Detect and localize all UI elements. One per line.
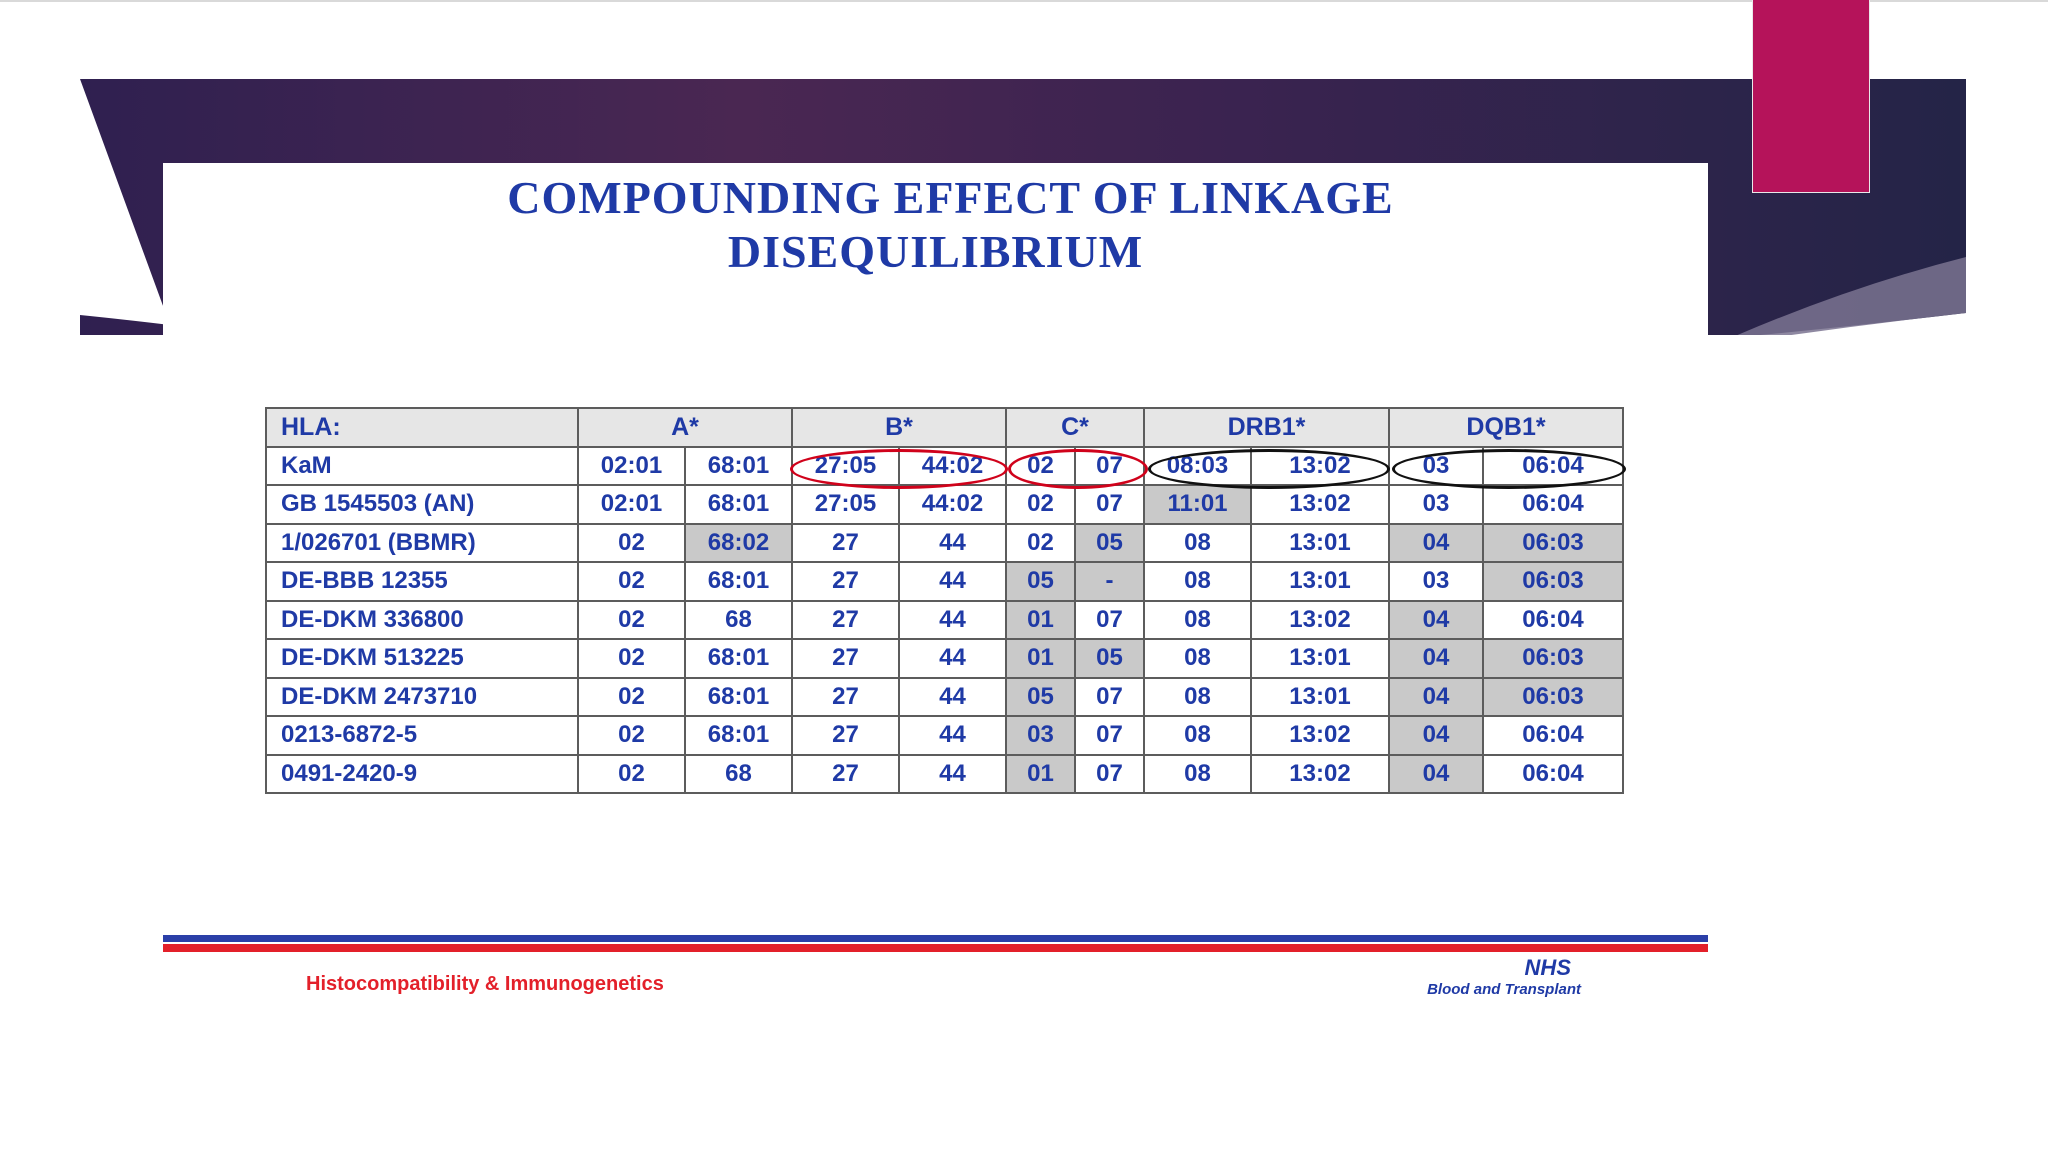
allele-cell: 08 <box>1144 639 1251 678</box>
allele-cell: 13:02 <box>1251 716 1389 755</box>
allele-cell: 68:02 <box>685 524 792 563</box>
allele-cell: 02:01 <box>578 447 685 486</box>
allele-cell: 06:04 <box>1483 755 1623 794</box>
allele-cell: 44 <box>899 601 1006 640</box>
allele-cell: 06:03 <box>1483 639 1623 678</box>
header-c: C* <box>1006 408 1144 447</box>
donor-id: 0491-2420-9 <box>266 755 578 794</box>
allele-cell: 03 <box>1389 447 1483 486</box>
allele-cell: 13:01 <box>1251 678 1389 717</box>
title-line-1: COMPOUNDING EFFECT OF LINKAGE <box>507 172 1394 223</box>
allele-cell: 44 <box>899 524 1006 563</box>
allele-cell: 44 <box>899 678 1006 717</box>
allele-cell: 08 <box>1144 524 1251 563</box>
header-b: B* <box>792 408 1006 447</box>
allele-cell: 13:02 <box>1251 755 1389 794</box>
allele-cell: 27:05 <box>792 485 899 524</box>
table-row <box>266 639 1623 678</box>
top-divider <box>0 0 2048 2</box>
table-row <box>266 447 1623 486</box>
allele-cell: 02 <box>578 601 685 640</box>
allele-cell: 68:01 <box>685 562 792 601</box>
donor-id: 1/026701 (BBMR) <box>266 524 578 563</box>
allele-cell: 44 <box>899 755 1006 794</box>
allele-cell: 04 <box>1389 639 1483 678</box>
allele-cell: 01 <box>1006 755 1075 794</box>
allele-cell: 06:04 <box>1483 485 1623 524</box>
allele-cell: 27 <box>792 755 899 794</box>
table-row <box>266 524 1623 563</box>
allele-cell: 08 <box>1144 678 1251 717</box>
allele-cell: 06:03 <box>1483 524 1623 563</box>
allele-cell: 02 <box>578 562 685 601</box>
allele-cell: 05 <box>1006 678 1075 717</box>
footer-blue-stripe <box>163 935 1708 942</box>
table-row <box>266 485 1623 524</box>
table-row <box>266 716 1623 755</box>
nhs-wordmark: NHS <box>1524 955 1571 980</box>
allele-cell: 04 <box>1389 716 1483 755</box>
donor-id: DE-DKM 2473710 <box>266 678 578 717</box>
allele-cell: 02 <box>1006 485 1075 524</box>
allele-cell: 03 <box>1006 716 1075 755</box>
hla-typing-table <box>265 407 1624 794</box>
allele-cell: 13:01 <box>1251 562 1389 601</box>
allele-cell: 68 <box>685 755 792 794</box>
allele-cell: 08 <box>1144 601 1251 640</box>
donor-id: GB 1545503 (AN) <box>266 485 578 524</box>
allele-cell: 11:01 <box>1144 485 1251 524</box>
allele-cell: 04 <box>1389 678 1483 717</box>
allele-cell: 01 <box>1006 639 1075 678</box>
allele-cell: 04 <box>1389 601 1483 640</box>
allele-cell: 05 <box>1075 524 1144 563</box>
allele-cell: 07 <box>1075 601 1144 640</box>
allele-cell: 27:05 <box>792 447 899 486</box>
allele-cell: 44 <box>899 639 1006 678</box>
allele-cell: 68:01 <box>685 485 792 524</box>
allele-cell: 13:01 <box>1251 639 1389 678</box>
allele-cell: 06:04 <box>1483 601 1623 640</box>
allele-cell: 07 <box>1075 755 1144 794</box>
donor-id: DE-DKM 336800 <box>266 601 578 640</box>
donor-id: KaM <box>266 447 578 486</box>
allele-cell: 68:01 <box>685 447 792 486</box>
allele-cell: 02 <box>1006 524 1075 563</box>
allele-cell: 07 <box>1075 678 1144 717</box>
allele-cell: 06:03 <box>1483 678 1623 717</box>
donor-id: DE-BBB 12355 <box>266 562 578 601</box>
allele-cell: 68:01 <box>685 678 792 717</box>
allele-cell: 68:01 <box>685 716 792 755</box>
allele-cell: 27 <box>792 601 899 640</box>
header-a: A* <box>578 408 792 447</box>
allele-cell: 03 <box>1389 562 1483 601</box>
allele-cell: 27 <box>792 524 899 563</box>
allele-cell: 08 <box>1144 755 1251 794</box>
allele-cell: 68:01 <box>685 639 792 678</box>
allele-cell: 13:02 <box>1251 447 1389 486</box>
donor-id: 0213-6872-5 <box>266 716 578 755</box>
allele-cell: 03 <box>1389 485 1483 524</box>
allele-cell: 07 <box>1075 485 1144 524</box>
allele-cell: 06:04 <box>1483 447 1623 486</box>
accent-tab <box>1753 0 1869 192</box>
table-row <box>266 755 1623 794</box>
allele-cell: 02 <box>578 639 685 678</box>
department-label: Histocompatibility & Immunogenetics <box>306 973 664 995</box>
table-header-row <box>266 408 1623 447</box>
slide-title <box>163 171 1708 279</box>
allele-cell: 06:04 <box>1483 716 1623 755</box>
allele-cell: 07 <box>1075 447 1144 486</box>
allele-cell: 02 <box>578 716 685 755</box>
allele-cell: 44:02 <box>899 485 1006 524</box>
allele-cell: 05 <box>1075 639 1144 678</box>
allele-cell: 08 <box>1144 562 1251 601</box>
donor-id: DE-DKM 513225 <box>266 639 578 678</box>
allele-cell: - <box>1075 562 1144 601</box>
table-row <box>266 562 1623 601</box>
header-hla: HLA: <box>266 408 578 447</box>
allele-cell: 06:03 <box>1483 562 1623 601</box>
table-row <box>266 601 1623 640</box>
allele-cell: 02 <box>578 524 685 563</box>
header-dqb1: DQB1* <box>1389 408 1623 447</box>
allele-cell: 08:03 <box>1144 447 1251 486</box>
allele-cell: 07 <box>1075 716 1144 755</box>
footer-red-stripe <box>163 944 1708 952</box>
allele-cell: 02:01 <box>578 485 685 524</box>
allele-cell: 13:01 <box>1251 524 1389 563</box>
allele-cell: 02 <box>578 755 685 794</box>
allele-cell: 04 <box>1389 755 1483 794</box>
allele-cell: 01 <box>1006 601 1075 640</box>
allele-cell: 02 <box>1006 447 1075 486</box>
allele-cell: 27 <box>792 639 899 678</box>
allele-cell: 04 <box>1389 524 1483 563</box>
allele-cell: 02 <box>578 678 685 717</box>
title-line-2: DISEQUILIBRIUM <box>727 226 1144 277</box>
slide-image <box>163 163 1708 1148</box>
allele-cell: 27 <box>792 678 899 717</box>
nhs-org-name: Blood and Transplant <box>1427 981 1581 998</box>
allele-cell: 13:02 <box>1251 485 1389 524</box>
allele-cell: 08 <box>1144 716 1251 755</box>
allele-cell: 44 <box>899 562 1006 601</box>
allele-cell: 68 <box>685 601 792 640</box>
table-row <box>266 678 1623 717</box>
allele-cell: 44 <box>899 716 1006 755</box>
allele-cell: 27 <box>792 562 899 601</box>
nhs-logo <box>1381 955 1581 999</box>
allele-cell: 27 <box>792 716 899 755</box>
allele-cell: 44:02 <box>899 447 1006 486</box>
allele-cell: 13:02 <box>1251 601 1389 640</box>
header-drb1: DRB1* <box>1144 408 1389 447</box>
allele-cell: 05 <box>1006 562 1075 601</box>
